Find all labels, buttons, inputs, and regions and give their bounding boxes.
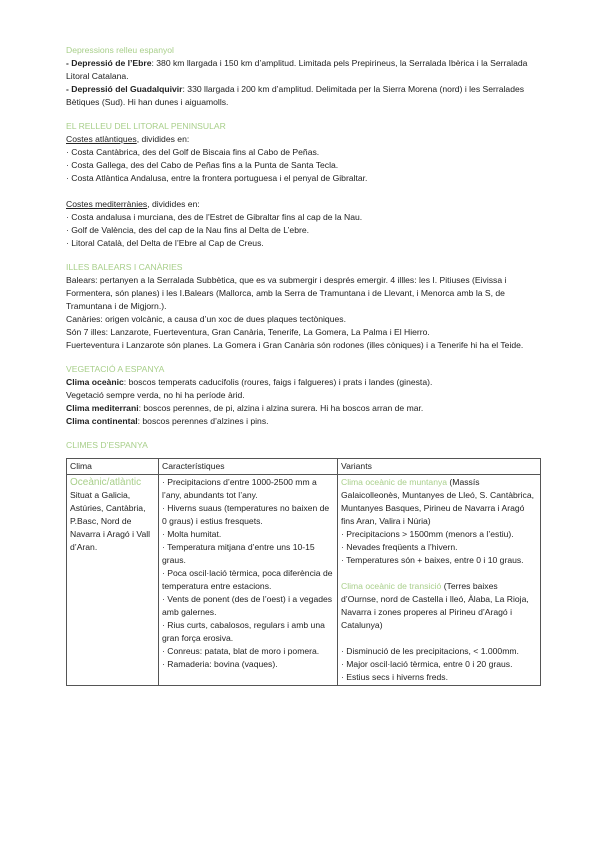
mediterranean-label: Costes mediterrànies [66, 199, 148, 209]
variant-name: Clima oceànic de muntanya [341, 477, 448, 487]
term-oceanic: Clima oceànic [66, 377, 124, 387]
list-item: · Golf de València, des del cap de la Nau fins al Delta de L’ebre. [66, 225, 309, 235]
list-item: · Disminució de les precipitacions, < 1.000mm. [341, 646, 519, 656]
list-item: · Estius secs i hiverns freds. [341, 672, 448, 682]
section-title: ILLES BALEARS I CANÀRIES [66, 262, 183, 272]
list-item: · Hiverns suaus (temperatures no baixen de 0 graus) i estius fresquets. [162, 503, 330, 526]
paragraph-mediterrani [66, 402, 540, 415]
atlantic-heading [66, 133, 540, 146]
list-item: · Costa andalusa i murciana, des de l’Estret de Gibraltar fins al cap de la Nau. [66, 212, 363, 222]
list-item: · Nevades freqüents a l’hivern. [341, 542, 458, 552]
variant-description: (Terres baixes d’Ournse, nord de Castella i lleó, Àlaba, La Rioja, Navarra i zones properes al Pirineu d’Aragó i Catalunya) [341, 581, 529, 630]
climate-table [66, 458, 541, 686]
list-item: · Ramaderia: bovina (vaques). [162, 659, 278, 669]
variant-name: Clima oceànic de transició [341, 581, 442, 591]
section-title: VEGETACIÓ A ESPANYA [66, 364, 165, 374]
table-header-row [67, 459, 541, 475]
paragraph: Vegetació sempre verda, no hi ha període àrid. [66, 390, 245, 400]
term-guadalquivir: - Depressió del Guadalquivir [66, 84, 183, 94]
paragraph: Canàries: origen volcànic, a causa d’un xoc de dues plaques tectòniques. [66, 314, 346, 324]
paragraph: Fuerteventura i Lanzarote són planes. La Gomera i Gran Canària són rodones (illes còniques) i a Tenerife hi ha el Teide. [66, 340, 524, 350]
paragraph: Balears: pertanyen a la Serralada Subbètica, que es va submergir i després emergir. 4 illles: les I. Pitiuses (Eivissa i Formentera, són planes) i les I.Balears (Mallorca, amb la Serra de Tramuntana i de Llevant, i Menorca amb la S, de Tramuntana i de Migjorn.). [66, 275, 507, 311]
list-item: · Litoral Català, del Delta de l’Ebre al Cap de Creus. [66, 238, 264, 248]
paragraph-oceanic [66, 376, 540, 389]
continental-text: : boscos perennes d’alzines i pins. [137, 416, 269, 426]
list-item: · Temperatures són + baixes, entre 0 i 10 graus. [341, 555, 524, 565]
paragraph-ebre [66, 57, 540, 83]
list-item: · Conreus: patata, blat de moro i pomera. [162, 646, 320, 656]
list-item: · Rius curts, cabalosos, regulars i amb una gran força erosiva. [162, 620, 325, 643]
table-header: Característiques [159, 459, 338, 475]
atlantic-suffix: , dividides en: [136, 134, 190, 144]
section-litoral [66, 120, 540, 250]
list-item: · Precipitacions > 1500mm (menors a l’estiu). [341, 529, 514, 539]
mediterrani-text: : boscos perennes, de pi, alzina i alzina surera. Hi ha boscos arran de mar. [138, 403, 424, 413]
oceanic-text: : boscos temperats caducifolis (roures, faigs i falgueres) i prats i landes (ginesta). [123, 377, 433, 387]
paragraph-continental [66, 415, 540, 428]
list-item: · Costa Atlàntica Andalusa, entre la frontera portuguesa i el penyal de Gibraltar. [66, 173, 368, 183]
mediterranean-suffix: , dividides en: [147, 199, 200, 209]
table-header: Variants [338, 459, 541, 475]
list-item: · Temperatura mitjana d’entre uns 10-15 graus. [162, 542, 315, 565]
table-header: Clima [67, 459, 159, 475]
atlantic-label: Costes atlàntiques [66, 134, 137, 144]
term-continental: Clima continental [66, 416, 138, 426]
term-mediterrani: Clima mediterrani [66, 403, 139, 413]
table-cell-variants [338, 475, 541, 686]
section-title: Depressions relleu espanyol [66, 45, 174, 55]
paragraph-guadalquivir [66, 83, 540, 109]
mediterranean-heading [66, 198, 540, 211]
clima-name: Oceànic/atlàntic [70, 477, 142, 488]
section-climes [66, 439, 540, 686]
list-item: · Precipitacions d’entre 1000-2500 mm a l’any, abundants tot l’any. [162, 477, 317, 500]
section-depressions [66, 44, 540, 109]
table-cell-clima [67, 475, 159, 686]
list-item: · Costa Gallega, des del Cabo de Peñas fins a la Punta de Santa Tecla. [66, 160, 339, 170]
list-item: · Molta humitat. [162, 529, 222, 539]
table-cell-caracteristiques [159, 475, 338, 686]
table-row [67, 475, 541, 686]
variant-transicio [341, 580, 537, 632]
section-title: CLIMES D’ESPANYA [66, 440, 148, 450]
list-item: · Major oscil·lació tèrmica, entre 0 i 20 graus. [341, 659, 513, 669]
section-title: EL RELLEU DEL LITORAL PENINSULAR [66, 121, 226, 131]
ebre-text: : 380 km llargada i 150 km d’amplitud. Limitada pels Prepirineus, la Serralada Ibèrica i la Serralada Litoral Catalana. [66, 58, 528, 81]
variant-description: (Massís Galaicolleonès, Muntanyes de Lleó, S. Cantàbrica, Muntanyes Basques, Pirineu de Navarra i Aragó fins Aran, Valira i Núria) [341, 477, 534, 526]
list-item: · Poca oscil·lació tèrmica, poca diferència de temperatura entre estacions. [162, 568, 333, 591]
guadalquivir-text: : 330 llargada i 200 km d’amplitud. Delimitada per la Sierra Morena (nord) i les Serralades Bètiques (Sud). Hi han dunes i aiguamolls. [66, 84, 525, 107]
clima-description: Situat a Galicia, Astúries, Cantàbria, P.Basc, Nord de Navarra i Aragó i Vall d’Aran. [70, 490, 151, 552]
section-vegetacio [66, 363, 540, 428]
section-illes [66, 261, 540, 352]
variant-muntanya [341, 476, 537, 528]
term-ebre: - Depressió de l’Ebre [66, 58, 152, 68]
document-page [66, 44, 540, 697]
list-item: · Vents de ponent (des de l’oest) i a vegades amb galernes. [162, 594, 333, 617]
paragraph: Són 7 illes: Lanzarote, Fuerteventura, Gran Canària, Tenerife, La Gomera, La Palma i El Hierro. [66, 327, 430, 337]
list-item: · Costa Cantàbrica, des del Golf de Biscaia fins al Cabo de Peñas. [66, 147, 320, 157]
